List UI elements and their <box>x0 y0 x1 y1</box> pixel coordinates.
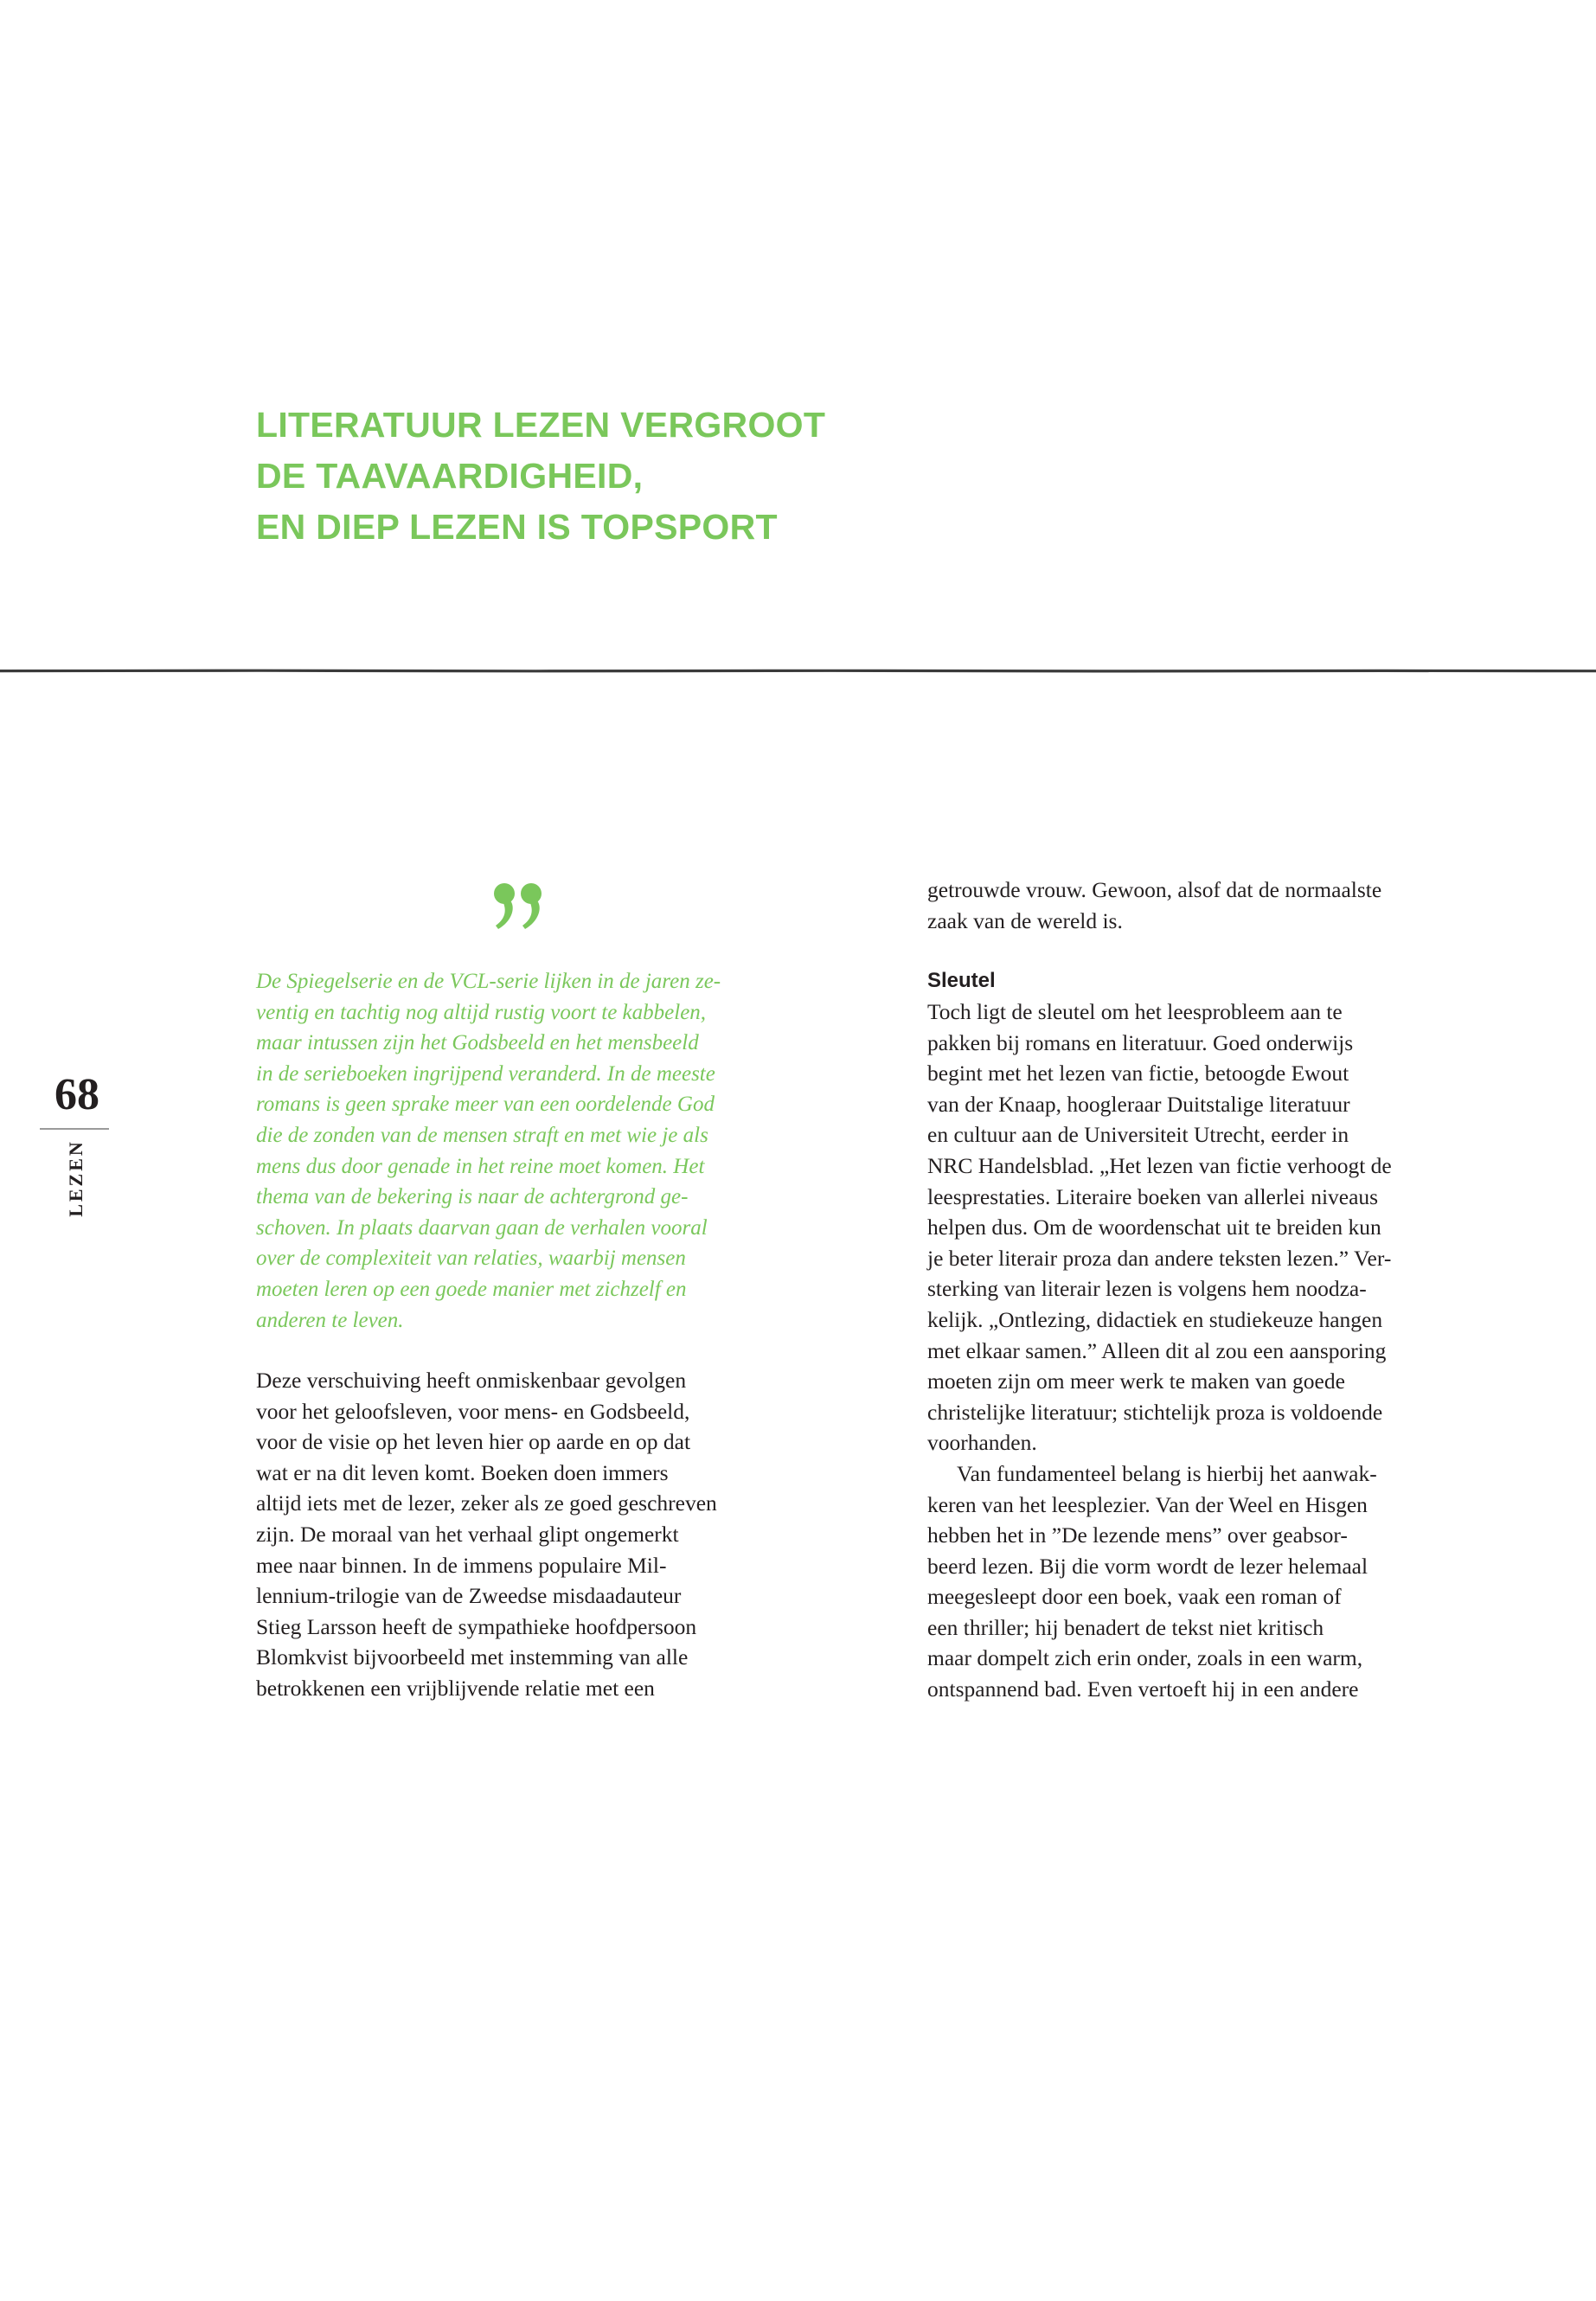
body-line: een thriller; hij benadert de tekst niet kritisch <box>927 1614 1324 1640</box>
body-line: leesprestaties. Literaire boeken van allerlei niveaus <box>927 1183 1379 1209</box>
body-line: beerd lezen. Bij die vorm wordt de lezer helemaal <box>927 1553 1368 1579</box>
body-line: betrokkenen een vrijblijvende relatie met een <box>256 1675 655 1701</box>
body-line: Van fundamenteel belang is hierbij het aanwak- <box>957 1460 1377 1486</box>
body-line: meegesleept door een boek, vaak een roman of <box>927 1584 1342 1610</box>
subheading: Sleutel <box>927 969 996 992</box>
body-line: voor de visie op het leven hier op aarde en op dat <box>256 1429 691 1455</box>
pull-quote <box>256 966 792 1336</box>
body-line: kelijk. „Ontlezing, didactiek en studiekeuze hangen <box>927 1306 1383 1332</box>
body-line: mee naar binnen. In de immens populaire Mil- <box>256 1552 667 1578</box>
headline-line: EN DIEP LEZEN IS TOPSPORT <box>256 507 778 547</box>
body-line: Deze verschuiving heeft onmiskenbaar gevolgen <box>256 1368 687 1393</box>
body-line: NRC Handelsblad. „Het lezen van fictie verhoogt de <box>927 1152 1392 1178</box>
closing-quote-icon <box>493 882 545 931</box>
body-line: zaak van de wereld is. <box>927 907 1123 933</box>
pull-quote-line: mens dus door genade in het reine moet komen. Het <box>256 1154 705 1178</box>
pull-quote-line: schoven. In plaats daarvan gaan de verhalen vooral <box>256 1215 708 1240</box>
body-text-left <box>256 1365 792 1704</box>
pull-quote-line: in de serieboeken ingrijpend veranderd. In de meeste <box>256 1061 715 1086</box>
body-line: Toch ligt de sleutel om het leesprobleem aan te <box>927 999 1343 1024</box>
pull-quote-line: over de complexiteit van relaties, waarbij mensen <box>256 1247 686 1271</box>
pull-quote-line: die de zonden van de mensen straft en met wie je als <box>256 1123 708 1147</box>
pull-quote-line: romans is geen sprake meer van een oordelende God <box>256 1093 715 1117</box>
body-line: zijn. De moraal van het verhaal glipt ongemerkt <box>256 1521 679 1547</box>
body-line: van der Knaap, hoogleraar Duitstalige literatuur <box>927 1091 1350 1117</box>
pull-quote-line: moeten leren op een goede manier met zichzelf en <box>256 1277 687 1301</box>
body-text-right-intro <box>927 875 1464 936</box>
pull-quote-line: thema van de bekering is naar de achtergrond ge- <box>256 1185 689 1209</box>
body-line: christelijke literatuur; stichtelijk proza is voldoende <box>927 1399 1383 1425</box>
pull-quote-line: ventig en tachtig nog altijd rustig voort te kabbelen, <box>256 1000 707 1024</box>
page-number: 68 <box>54 1070 99 1119</box>
body-line: moeten zijn om meer werk te maken van goede <box>927 1368 1345 1394</box>
body-line: helpen dus. Om de woordenschat uit te breiden kun <box>927 1215 1381 1240</box>
body-line: sterking van literair lezen is volgens hem noodza- <box>927 1276 1367 1302</box>
body-line: maar dompelt zich erin onder, zoals in een warm, <box>927 1645 1363 1671</box>
body-line: voor het geloofsleven, voor mens- en Godsbeeld, <box>256 1398 690 1424</box>
body-line: keren van het leesplezier. Van der Weel en Hisgen <box>927 1491 1368 1517</box>
headline-line: LITERATUUR LEZEN VERGROOT <box>256 405 826 445</box>
body-line: altijd iets met de lezer, zeker als ze goed geschreven <box>256 1490 717 1516</box>
body-line: en cultuur aan de Universiteit Utrecht, eerder in <box>927 1122 1349 1148</box>
body-text-right <box>927 997 1464 1705</box>
body-line: ontspannend bad. Even vertoeft hij in een andere <box>927 1676 1359 1702</box>
body-line: voorhanden. <box>927 1430 1037 1456</box>
body-line: wat er na dit leven komt. Boeken doen immers <box>256 1459 669 1485</box>
page-number-divider <box>40 1128 109 1130</box>
section-label: LEZEN <box>65 1139 87 1217</box>
body-line: je beter literair proza dan andere teksten lezen.” Ver- <box>927 1245 1392 1271</box>
pull-quote-line: De Spiegelserie en de VCL-serie lijken in de jaren ze- <box>256 970 721 993</box>
body-line: hebben het in ”De lezende mens” over geabsor- <box>927 1522 1348 1548</box>
body-line: begint met het lezen van fictie, betoogde Ewout <box>927 1061 1349 1086</box>
body-line: lennium-trilogie van de Zweedse misdaadauteur <box>256 1583 682 1609</box>
pull-quote-line: anderen te leven. <box>256 1308 404 1332</box>
headline <box>256 400 1035 553</box>
headline-line: DE TAAVAARDIGHEID, <box>256 456 644 496</box>
section-divider <box>0 669 1596 673</box>
body-line: met elkaar samen.” Alleen dit al zou een aansporing <box>927 1337 1387 1363</box>
pull-quote-line: maar intussen zijn het Godsbeeld en het mensbeeld <box>256 1031 699 1055</box>
body-line: Stieg Larsson heeft de sympathieke hoofdpersoon <box>256 1613 697 1639</box>
body-line: Blomkvist bijvoorbeeld met instemming van alle <box>256 1644 689 1670</box>
body-line: getrouwde vrouw. Gewoon, alsof dat de normaalste <box>927 877 1382 902</box>
body-line: pakken bij romans en literatuur. Goed onderwijs <box>927 1029 1354 1055</box>
